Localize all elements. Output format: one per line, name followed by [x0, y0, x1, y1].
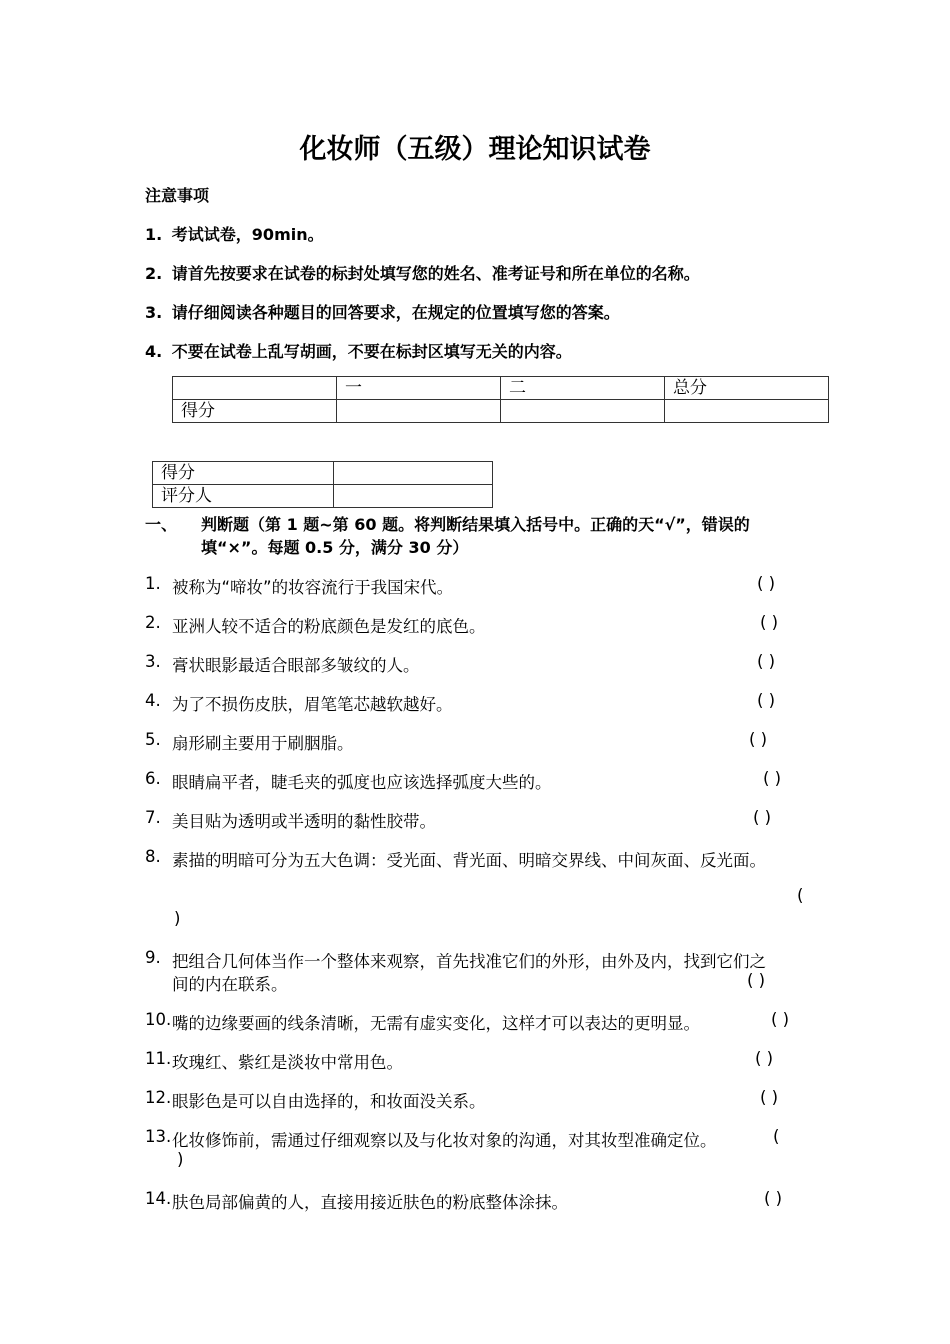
- answer-bracket[interactable]: ( ): [763, 769, 782, 788]
- question-number: 13.: [145, 1127, 172, 1146]
- question-text: 为了不损伤皮肤，眉笔笔芯越软越好。: [172, 695, 453, 714]
- section-instruction: 填“×”。每题 0.5 分，满分 30 分）: [201, 538, 469, 557]
- question: [145, 1049, 403, 1072]
- page-title: 化妆师（五级）理论知识试卷: [299, 134, 651, 165]
- question-number: 12.: [145, 1088, 172, 1107]
- question-number: 9.: [145, 948, 161, 967]
- score-cell[interactable]: [665, 400, 829, 423]
- answer-bracket[interactable]: ( ): [757, 691, 776, 710]
- table-cell: 一: [337, 377, 501, 400]
- question: [145, 1127, 717, 1150]
- answer-bracket[interactable]: ( ): [747, 971, 766, 990]
- notice-text: 请首先按要求在试卷的标封处填写您的姓名、准考证号和所在单位的名称。: [171, 264, 700, 283]
- question: [145, 808, 436, 831]
- answer-bracket[interactable]: ( ): [757, 574, 776, 593]
- question: [145, 652, 420, 675]
- question: [145, 948, 766, 971]
- grader-table: [152, 461, 493, 508]
- answer-bracket[interactable]: ( ): [760, 1088, 779, 1107]
- question-text: 美目贴为透明或半透明的黏性胶带。: [172, 812, 436, 831]
- question: [145, 730, 354, 753]
- answer-bracket[interactable]: ( ): [764, 1189, 783, 1208]
- question-number: 14.: [145, 1189, 172, 1208]
- notice-text: 考试试卷，90min。: [171, 225, 324, 244]
- table-cell: 得分: [153, 462, 334, 485]
- table-cell: 总分: [665, 377, 829, 400]
- question-text: 眼睛扁平者，睫毛夹的弧度也应该选择弧度大些的。: [172, 773, 552, 792]
- question-text: 把组合几何体当作一个整体来观察，首先找准它们的外形，由外及内，找到它们之: [172, 952, 766, 971]
- question-number: 4.: [145, 691, 161, 710]
- score-table: [172, 376, 829, 423]
- table-cell: 评分人: [153, 485, 334, 508]
- table-cell: 二: [501, 377, 665, 400]
- notice-item: [145, 339, 572, 362]
- table-row: [173, 377, 829, 400]
- score-cell[interactable]: [334, 462, 493, 485]
- question-text: 亚洲人较不适合的粉底颜色是发红的底色。: [172, 617, 486, 636]
- table-row: [153, 462, 493, 485]
- notice-num: 3.: [145, 303, 163, 322]
- notice-text: 请仔细阅读各种题目的回答要求，在规定的位置填写您的答案。: [171, 303, 620, 322]
- question-number: 2.: [145, 613, 161, 632]
- grader-cell[interactable]: [334, 485, 493, 508]
- question: [145, 847, 766, 870]
- question: [145, 1088, 486, 1111]
- answer-bracket[interactable]: ( ): [771, 1010, 790, 1029]
- question: [145, 691, 453, 714]
- question-number: 1.: [145, 574, 161, 593]
- answer-bracket-open[interactable]: (: [773, 1127, 780, 1146]
- answer-bracket[interactable]: ( ): [757, 652, 776, 671]
- notice-heading: 注意事项: [145, 186, 210, 205]
- score-cell[interactable]: [337, 400, 501, 423]
- question: [145, 574, 454, 597]
- question-number: 6.: [145, 769, 161, 788]
- score-cell[interactable]: [501, 400, 665, 423]
- question-number: 7.: [145, 808, 161, 827]
- question-number: 11.: [145, 1049, 172, 1068]
- question-text: 扇形刷主要用于刷胭脂。: [172, 734, 354, 753]
- notice-item: [145, 261, 700, 284]
- answer-bracket[interactable]: ( ): [760, 613, 779, 632]
- question-text: 素描的明暗可分为五大色调：受光面、背光面、明暗交界线、中间灰面、反光面。: [172, 851, 766, 870]
- notice-item: [145, 222, 324, 245]
- answer-bracket[interactable]: ( ): [755, 1049, 774, 1068]
- question-number: 3.: [145, 652, 161, 671]
- notice-num: 2.: [145, 264, 163, 283]
- answer-bracket[interactable]: ( ): [753, 808, 772, 827]
- question-text: 化妆修饰前，需通过仔细观察以及与化妆对象的沟通，对其妆型准确定位。: [172, 1131, 717, 1150]
- question-number: 8.: [145, 847, 161, 866]
- question: [145, 769, 552, 792]
- answer-bracket[interactable]: ( ): [749, 730, 768, 749]
- notice-num: 1.: [145, 225, 163, 244]
- section-number: 一、: [145, 515, 178, 534]
- question: [145, 1010, 700, 1033]
- question-text: 嘴的边缘要画的线条清晰，无需有虚实变化，这样才可以表达的更明显。: [172, 1014, 700, 1033]
- table-row: [173, 400, 829, 423]
- section-instruction: 判断题（第 1 题~第 60 题。将判断结果填入括号中。正确的天“√”，错误的: [201, 515, 750, 534]
- table-cell: 得分: [173, 400, 337, 423]
- question-number: 10.: [145, 1010, 172, 1029]
- question-text: 肤色局部偏黄的人，直接用接近肤色的粉底整体涂抹。: [172, 1193, 568, 1212]
- notice-num: 4.: [145, 342, 163, 361]
- table-row: [153, 485, 493, 508]
- question-text: 膏状眼影最适合眼部多皱纹的人。: [172, 656, 420, 675]
- table-cell: [173, 377, 337, 400]
- question: [145, 1189, 568, 1212]
- question-text: 眼影色是可以自由选择的，和妆面没关系。: [172, 1092, 486, 1111]
- answer-bracket-close[interactable]: ): [177, 1150, 184, 1169]
- question-text: 玫瑰红、紫红是淡妆中常用色。: [172, 1053, 403, 1072]
- question-number: 5.: [145, 730, 161, 749]
- notice-text: 不要在试卷上乱写胡画，不要在标封区填写无关的内容。: [171, 342, 572, 361]
- question-text: 被称为“啼妆”的妆容流行于我国宋代。: [172, 578, 454, 597]
- question-text-continued: 间的内在联系。: [172, 975, 288, 994]
- answer-bracket-close[interactable]: ): [174, 909, 181, 928]
- question: [145, 613, 486, 636]
- answer-bracket-open[interactable]: (: [797, 886, 804, 905]
- notice-item: [145, 300, 620, 323]
